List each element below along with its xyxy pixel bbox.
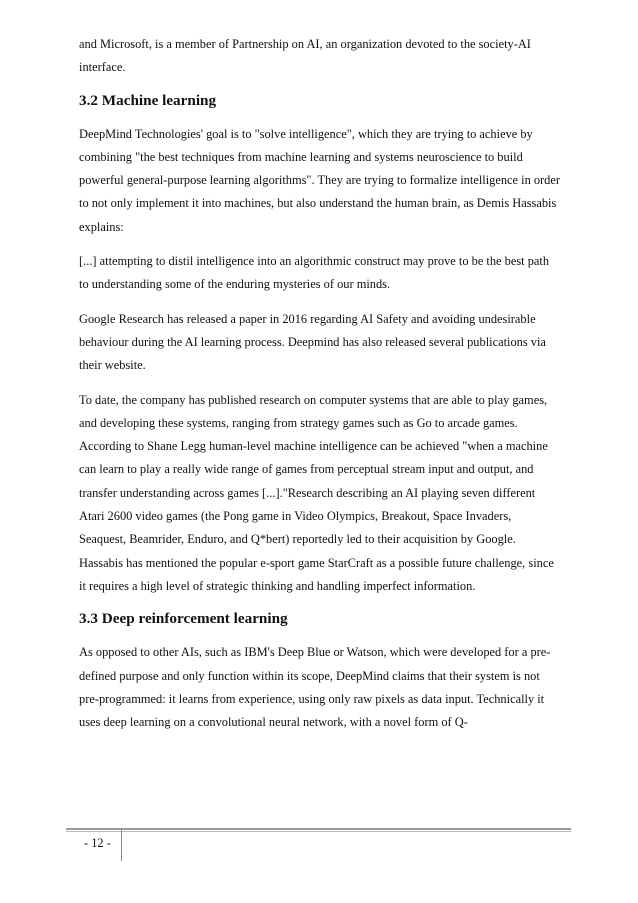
page-number: - 12 - — [84, 836, 111, 850]
paragraph-hassabis-quote: [...] attempting to distil intelligence into an algorithmic construct may prove to be the best path to understanding some of the enduring mysteries of our minds. — [79, 254, 550, 292]
paragraph-google-research: Google Research has released a paper in 2016 regarding AI Safety and avoiding undesirable behaviour during the AI learning process. Deepmind has also released several publications via their website. — [79, 311, 546, 373]
paragraph-continuation: and Microsoft, is a member of Partnership on AI, an organization devoted to the society-AI interface. — [79, 37, 531, 75]
page-body — [79, 33, 561, 745]
footer-rule — [66, 828, 571, 830]
footer-rule-inner — [66, 831, 571, 832]
paragraph-deepmind-goal: DeepMind Technologies' goal is to "solve intelligence", which they are trying to achieve by combining "the best techniques from machine learning and systems neuroscience to build powerful general-purpose learning algorithms". They are trying to formalize intelligence in order to not only implement it into machines, but also understand the human brain, as Demis Hassabis explains: — [79, 126, 561, 234]
paragraph-games-research: To date, the company has published research on computer systems that are able to play games, and developing these systems, ranging from strategy games such as Go to arcade games. According to Shane Legg human-level machine intelligence can be achieved "when a machine can learn to play a really wide range of games from perceptual stream input and output, and transfer understanding across games [...]."Research describing an AI playing seven different Atari 2600 video games (the Pong game in Video Olympics, Breakout, Space Invaders, Seaquest, Beamrider, Enduro, and Q*bert) reportedly led to their acquisition by Google. Hassabis has mentioned the popular e-sport game StarCraft as a possible future challenge, since it requires a high level of strategic thinking and handling imperfect information. — [79, 392, 554, 593]
paragraph-deepmind-system: As opposed to other AIs, such as IBM's Deep Blue or Watson, which were developed for a pre-defined purpose and only function within its scope, DeepMind claims that their system is not pre-programmed: it learns from experience, using only raw pixels as data input. Technically it uses deep learning on a convolutional neural network, with a novel form of Q- — [79, 645, 551, 730]
footer-divider — [121, 829, 122, 861]
section-heading-machine-learning: 3.2 Machine learning — [79, 91, 217, 109]
section-heading-deep-reinforcement-learning: 3.3 Deep reinforcement learning — [79, 610, 288, 628]
